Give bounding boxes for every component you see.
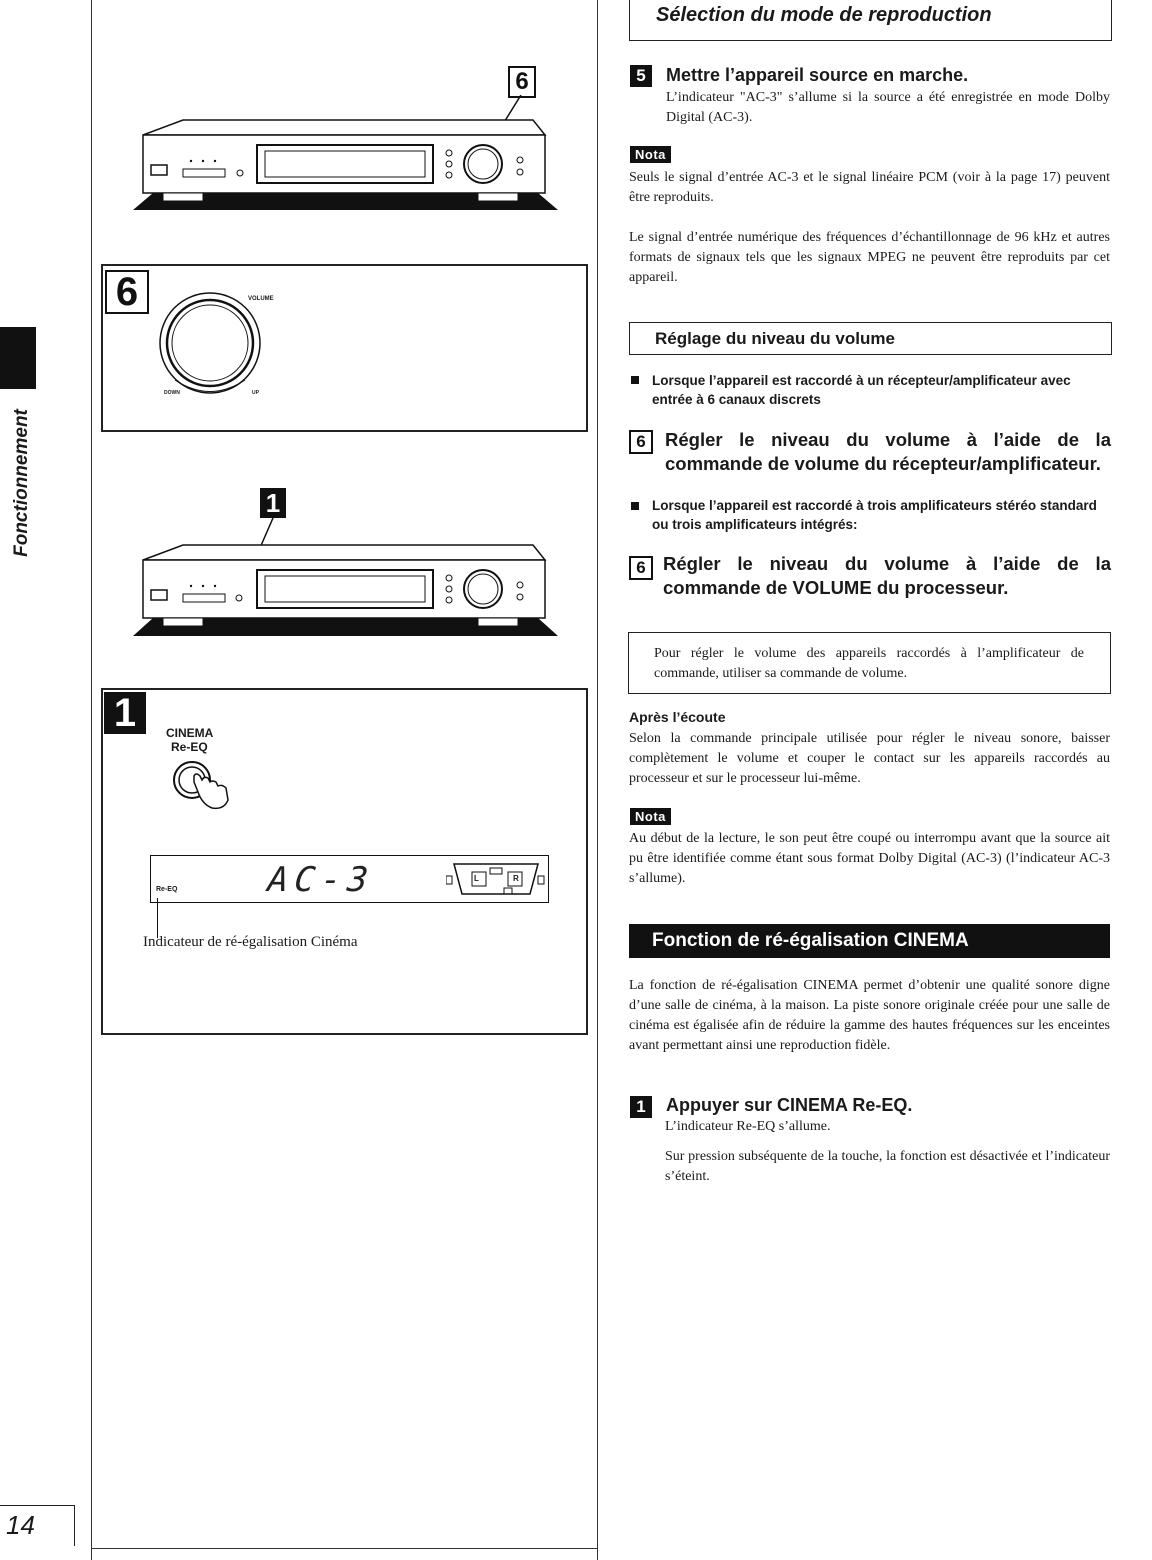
nota-label-1: Nota <box>630 146 671 163</box>
bullet-6ch-receiver: Lorsque l’appareil est raccordé à un récepteur/amplificateur avec entrée à 6 canaux discrets <box>652 373 1071 407</box>
processor-unit-illustration-top <box>133 95 558 210</box>
volume-panel-step-label: 6 <box>105 270 149 314</box>
volume-down-label: DOWN <box>164 390 180 396</box>
step1-title: Appuyer sur CINEMA Re-EQ. <box>666 1095 913 1115</box>
after-heading: Après l’écoute <box>629 709 726 725</box>
nota1-para2: Le signal d’entrée numérique des fréquences d’échantillonnage de 96 kHz et autres formats de signaux tels que les signaux MPEG ne peuvent être reproduits par cet appareil. <box>629 230 1110 285</box>
display-channel-r: R <box>513 874 519 883</box>
cinema-description: La fonction de ré-égalisation CINEMA permet d’obtenir une qualité sonore digne d’une salle de cinéma, à la maison. La piste sonore originale créée pour une salle de cinéma est égalisée afin de réduire la gamme des hautes fréquences sur les enceintes avant permettant ainsi une reproduction fidèle. <box>629 978 1110 1053</box>
volume-knob-illustration <box>155 285 295 405</box>
volume-note-text: Pour régler le volume des appareils raccordés à l’amplificateur de commande, utiliser sa commande de volume. <box>654 646 1084 681</box>
bullet-stereo-amps: Lorsque l’appareil est raccordé à trois amplificateurs stéréo standard ou trois amplificateurs intégrés: <box>652 498 1097 532</box>
left-margin-rule <box>91 0 92 1560</box>
nota2-text: Au début de la lecture, le son peut être coupé ou interrompu avant que la source ait pu être identifiée comme étant sous format Dolby Digital (AC-3) (l’indicateur AC-3 s’allume). <box>629 831 1110 886</box>
step5-text: L’indicateur "AC-3" s’allume si la source a été enregistrée en mode Dolby Digital (AC-3). <box>666 90 1110 125</box>
step6b-title: Régler le niveau du volume à l’aide de la commande de VOLUME du processeur. <box>663 553 1111 598</box>
step1-text1: L’indicateur Re-EQ s’allume. <box>665 1119 831 1134</box>
volume-up-label: UP <box>252 390 259 396</box>
section-title-mode <box>629 0 1112 41</box>
step-badge-6a: 6 <box>629 430 653 454</box>
bottom-rule <box>91 1548 598 1549</box>
step-badge-1-top: 1 <box>260 488 286 518</box>
page-number: 14 <box>6 1510 35 1540</box>
side-tab-marker <box>0 327 36 389</box>
bullet-marker-2 <box>631 502 639 510</box>
cinema-button-label-line2: Re-EQ <box>171 740 208 754</box>
volume-knob-label: VOLUME <box>248 296 274 302</box>
step5-title: Mettre l’appareil source en marche. <box>666 65 969 85</box>
cinema-indicator-caption: Indicateur de ré-égalisation Cinéma <box>143 934 358 950</box>
section-title-mode-text: Sélection du mode de reproduction <box>656 4 992 26</box>
step-badge-5: 5 <box>630 65 652 87</box>
center-rule <box>597 0 598 1560</box>
display-reeq-indicator: Re-EQ <box>156 886 178 893</box>
bullet-marker-1 <box>631 376 639 384</box>
display-ac3-readout: AC-3 <box>265 860 376 900</box>
section-title-volume-text: Réglage du niveau du volume <box>655 329 895 348</box>
step1-text2: Sur pression subséquente de la touche, la fonction est désactivée et l’indicateur s’éteint. <box>665 1149 1110 1184</box>
step6a-title: Régler le niveau du volume à l’aide de la commande de volume du récepteur/amplificateur. <box>665 429 1111 474</box>
section-title-cinema-text: Fonction de ré-égalisation CINEMA <box>652 930 969 951</box>
step-badge-6-top: 6 <box>508 66 536 98</box>
display-indicator-leader <box>157 898 158 938</box>
cinema-button-press-icon <box>168 758 238 822</box>
nota-label-2: Nota <box>630 808 671 825</box>
section-title-volume <box>629 322 1112 355</box>
processor-unit-illustration-bottom <box>133 518 558 636</box>
step-badge-1: 1 <box>630 1096 652 1118</box>
section-title-cinema <box>629 924 1110 958</box>
display-channel-l: L <box>474 874 479 883</box>
side-tab-label: Fonctionnement <box>11 409 32 557</box>
cinema-panel-step-label: 1 <box>104 692 146 734</box>
nota1-para1: Seuls le signal d’entrée AC-3 et le signal linéaire PCM (voir à la page 17) peuvent être reproduits. <box>629 170 1110 205</box>
after-text: Selon la commande principale utilisée pour régler le niveau sonore, baisser complètement le volume et couper le contact sur les appareils raccordés au processeur et sur le processeur lui-même. <box>629 731 1110 786</box>
cinema-button-label-line1: CINEMA <box>166 726 214 740</box>
step-badge-6b: 6 <box>629 556 653 580</box>
display-channel-diagram <box>446 858 546 900</box>
